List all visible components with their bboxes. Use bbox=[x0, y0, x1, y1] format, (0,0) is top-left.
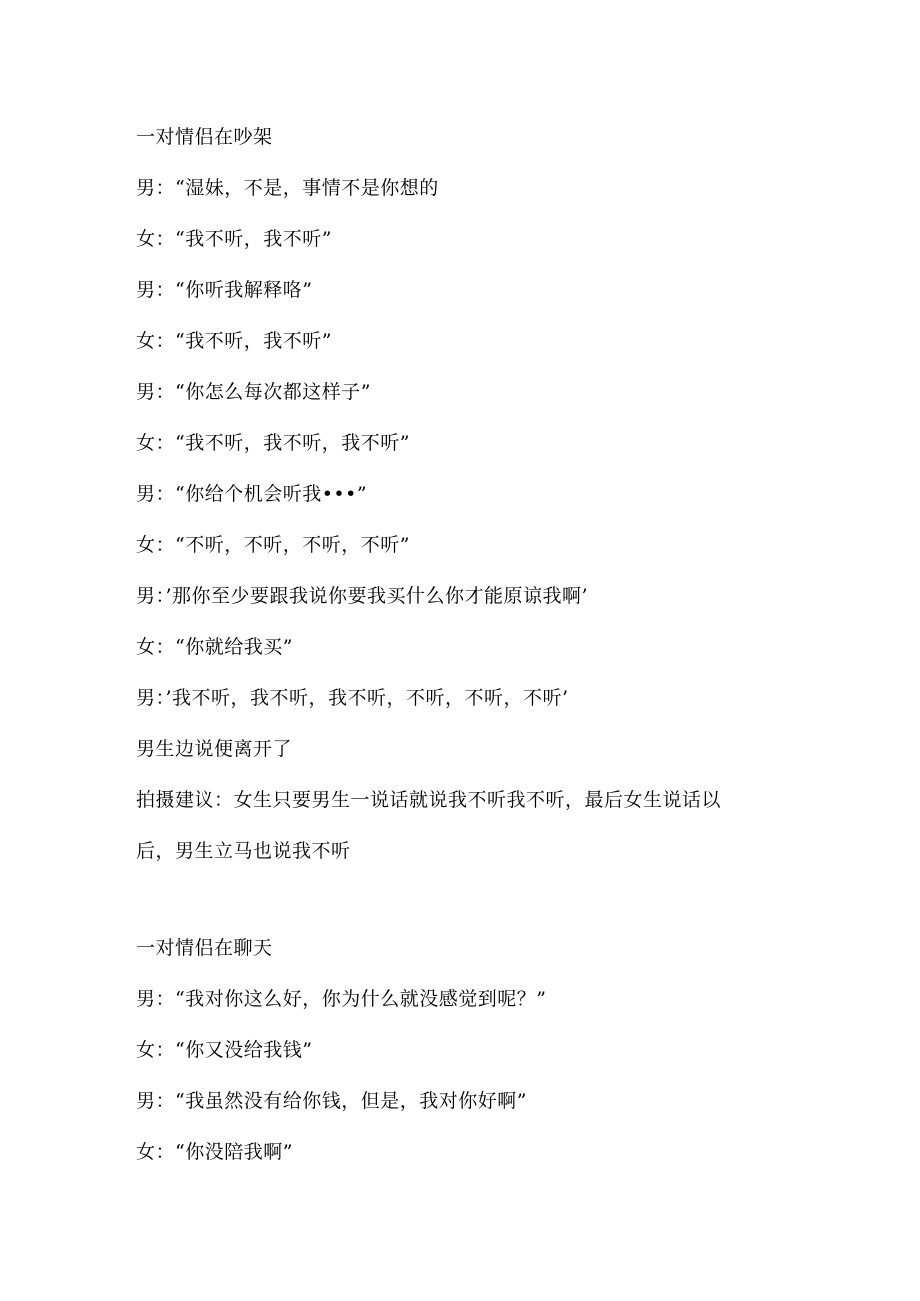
dialogue-line: 男：“我对你这么好，你为什么就没感觉到呢？” bbox=[136, 988, 547, 1010]
dialogue-line: 女：“你就给我买” bbox=[136, 636, 293, 658]
dialogue-line: 男：’那你至少要跟我说你要我买什么你才能原谅我啊’ bbox=[136, 585, 589, 607]
dialogue-line: 男：’我不听，我不听，我不听，不听，不听，不听’ bbox=[136, 687, 569, 709]
dialogue-line: 男：“你怎么每次都这样子” bbox=[136, 381, 371, 403]
section-title: 一对情侣在吵架 bbox=[136, 126, 273, 148]
narration-line: 男生边说便离开了 bbox=[136, 738, 293, 760]
dialogue-line: 男：“我虽然没有给你钱，但是，我对你好啊” bbox=[136, 1090, 527, 1112]
dialogue-line: 男：“湿妹，不是，事情不是你想的 bbox=[136, 177, 439, 199]
dialogue-line: 女：“我不听，我不听” bbox=[136, 330, 332, 352]
dialogue-line: 男：“你听我解释咯” bbox=[136, 279, 313, 301]
dialogue-line: 男：“你给个机会听我•••” bbox=[136, 483, 368, 505]
shooting-suggestion: 拍摄建议：女生只要男生一说话就说我不听我不听，最后女生说话以 bbox=[136, 789, 722, 811]
dialogue-line: 女：“我不听，我不听” bbox=[136, 228, 332, 250]
dialogue-line: 女：“我不听，我不听，我不听” bbox=[136, 432, 410, 454]
dialogue-line: 女：“你又没给我钱” bbox=[136, 1039, 313, 1061]
section-title: 一对情侣在聊天 bbox=[136, 937, 273, 959]
shooting-suggestion-continued: 后，男生立马也说我不听 bbox=[136, 840, 351, 862]
dialogue-line: 女：“你没陪我啊” bbox=[136, 1141, 293, 1163]
dialogue-line: 女：“不听，不听，不听，不听” bbox=[136, 534, 410, 556]
